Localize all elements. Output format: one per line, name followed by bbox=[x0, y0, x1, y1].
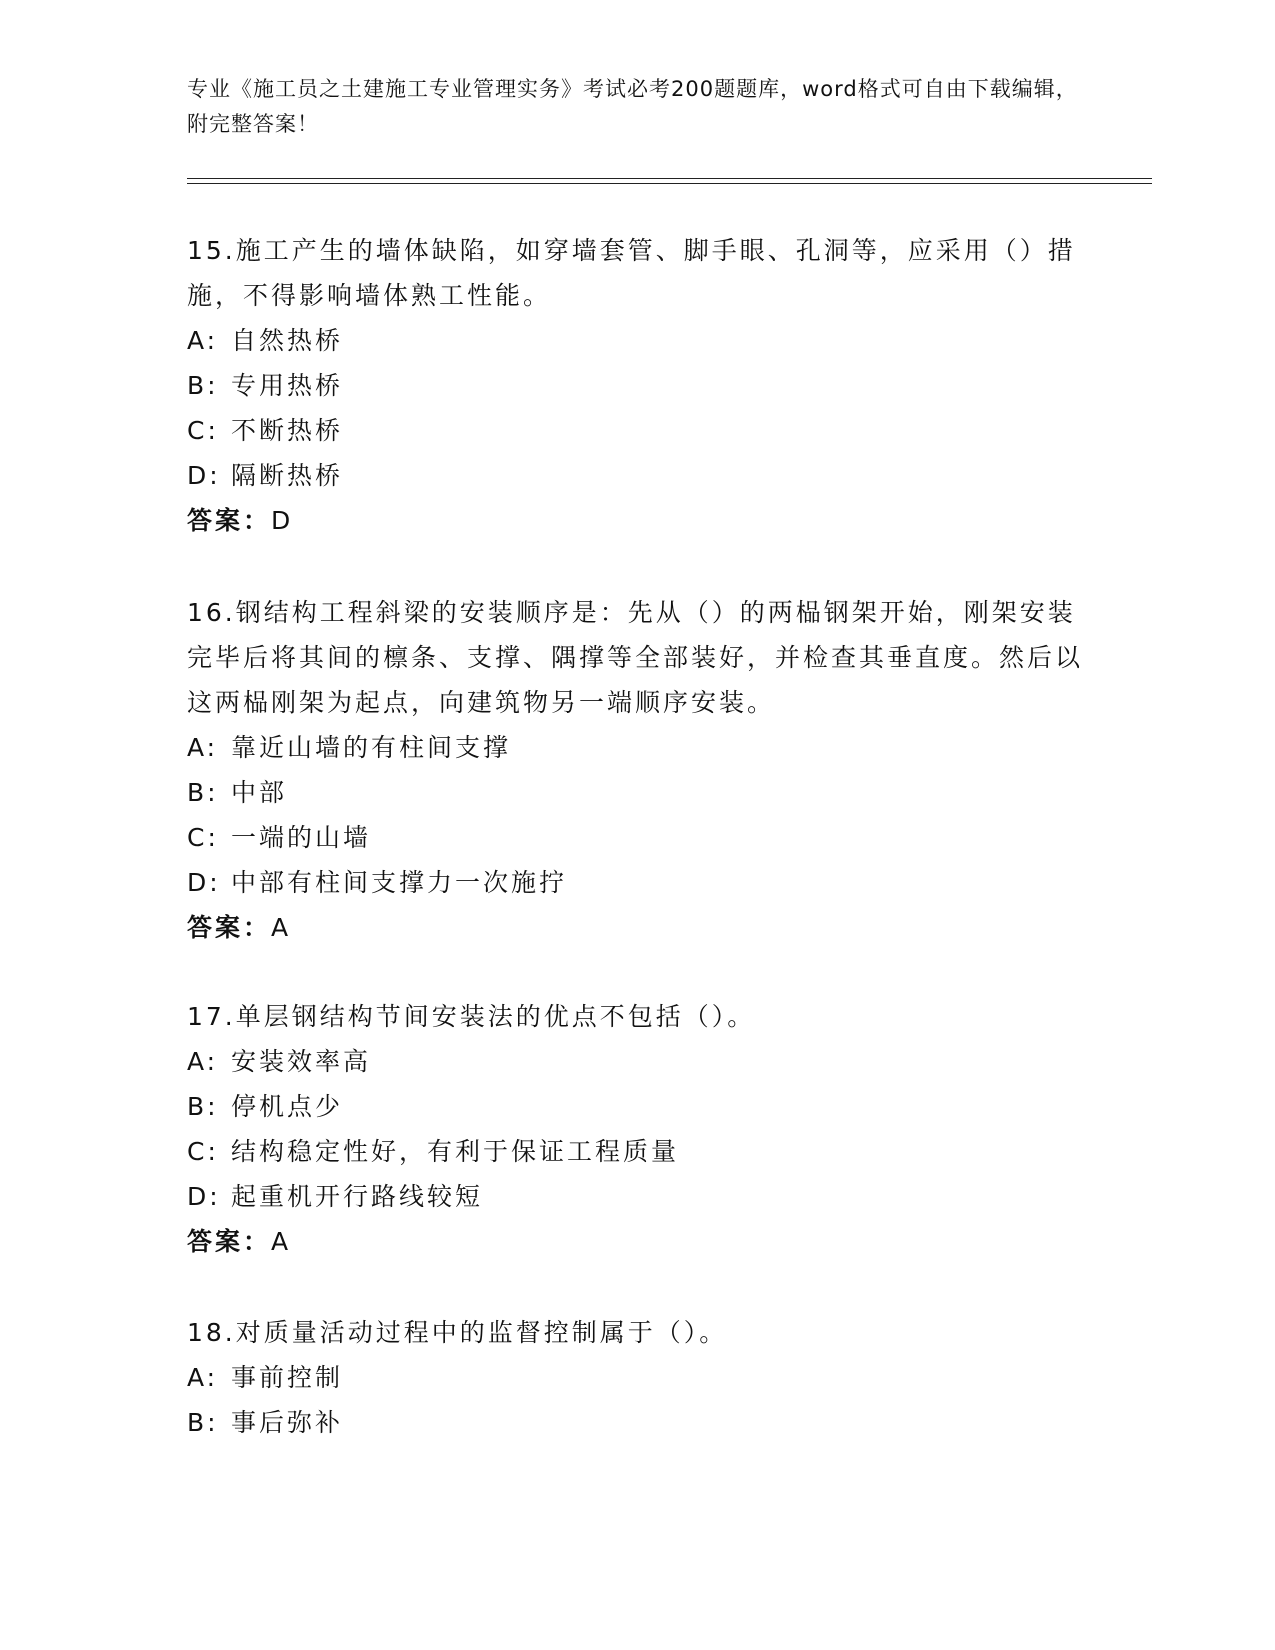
question-17 bbox=[187, 994, 1087, 1264]
option-text: 隔断热桥 bbox=[231, 461, 344, 490]
question-text: 对质量活动过程中的监督控制属于（）。 bbox=[235, 1318, 728, 1347]
option-d bbox=[187, 453, 1087, 498]
question-number: 17. bbox=[187, 1002, 236, 1031]
option-d bbox=[187, 860, 1087, 905]
header-rule-top bbox=[187, 178, 1152, 179]
option-text: 安装效率高 bbox=[231, 1047, 372, 1076]
answer-value: A bbox=[271, 1227, 292, 1256]
option-a bbox=[187, 725, 1087, 770]
option-b bbox=[187, 363, 1087, 408]
question-text: 施工产生的墙体缺陷，如穿墙套管、脚手眼、孔洞等，应采用（）措施，不得影响墙体熟工性能。 bbox=[187, 236, 1076, 310]
option-key: A: bbox=[187, 1047, 219, 1076]
option-text: 中部有柱间支撑力一次施拧 bbox=[231, 868, 568, 897]
option-a bbox=[187, 318, 1087, 363]
option-key: C: bbox=[187, 823, 219, 852]
option-c bbox=[187, 408, 1087, 453]
question-number: 18. bbox=[187, 1318, 236, 1347]
option-key: A: bbox=[187, 733, 219, 762]
option-text: 事后弥补 bbox=[231, 1408, 344, 1437]
question-number: 16. bbox=[187, 598, 236, 627]
question-text: 单层钢结构节间安装法的优点不包括（）。 bbox=[235, 1002, 756, 1031]
option-d bbox=[187, 1174, 1087, 1219]
question-stem bbox=[187, 590, 1087, 725]
option-key: D: bbox=[187, 461, 221, 490]
option-key: D: bbox=[187, 1182, 221, 1211]
option-key: B: bbox=[187, 778, 219, 807]
option-text: 一端的山墙 bbox=[231, 823, 372, 852]
option-text: 自然热桥 bbox=[231, 326, 344, 355]
answer-label: 答案： bbox=[187, 1227, 272, 1256]
option-key: A: bbox=[187, 1363, 219, 1392]
option-a bbox=[187, 1039, 1087, 1084]
option-text: 结构稳定性好，有利于保证工程质量 bbox=[231, 1137, 680, 1166]
option-c bbox=[187, 1129, 1087, 1174]
question-stem bbox=[187, 1310, 1087, 1355]
question-15 bbox=[187, 228, 1087, 543]
question-stem bbox=[187, 994, 1087, 1039]
document-header: 专业《施工员之土建施工专业管理实务》考试必考200题题库，word格式可自由下载编辑，附完整答案！ bbox=[187, 77, 1078, 136]
option-c bbox=[187, 815, 1087, 860]
answer-line bbox=[187, 1219, 1087, 1264]
option-text: 靠近山墙的有柱间支撑 bbox=[231, 733, 512, 762]
answer-label: 答案： bbox=[187, 913, 272, 942]
answer-line bbox=[187, 498, 1087, 543]
option-text: 停机点少 bbox=[231, 1092, 344, 1121]
option-key: B: bbox=[187, 1408, 219, 1437]
option-key: C: bbox=[187, 416, 219, 445]
answer-line bbox=[187, 905, 1087, 950]
question-text: 钢结构工程斜梁的安装顺序是：先从（）的两榀钢架开始，刚架安装完毕后将其间的檩条、支撑、隅撑等全部装好，并检查其垂直度。然后以这两榀刚架为起点，向建筑物另一端顺序安装。 bbox=[187, 598, 1084, 717]
option-key: A: bbox=[187, 326, 219, 355]
option-key: D: bbox=[187, 868, 221, 897]
header-rule-bottom bbox=[187, 183, 1152, 184]
answer-value: D bbox=[271, 506, 294, 535]
option-b bbox=[187, 1400, 1087, 1445]
question-18 bbox=[187, 1310, 1087, 1445]
option-text: 事前控制 bbox=[231, 1363, 344, 1392]
question-stem bbox=[187, 228, 1087, 318]
question-16 bbox=[187, 590, 1087, 950]
option-key: B: bbox=[187, 371, 219, 400]
option-key: C: bbox=[187, 1137, 219, 1166]
option-text: 不断热桥 bbox=[231, 416, 344, 445]
option-text: 专用热桥 bbox=[231, 371, 344, 400]
question-number: 15. bbox=[187, 236, 236, 265]
option-a bbox=[187, 1355, 1087, 1400]
answer-value: A bbox=[271, 913, 292, 942]
option-text: 起重机开行路线较短 bbox=[231, 1182, 484, 1211]
option-b bbox=[187, 1084, 1087, 1129]
answer-label: 答案： bbox=[187, 506, 272, 535]
option-key: B: bbox=[187, 1092, 219, 1121]
option-b bbox=[187, 770, 1087, 815]
option-text: 中部 bbox=[231, 778, 288, 807]
